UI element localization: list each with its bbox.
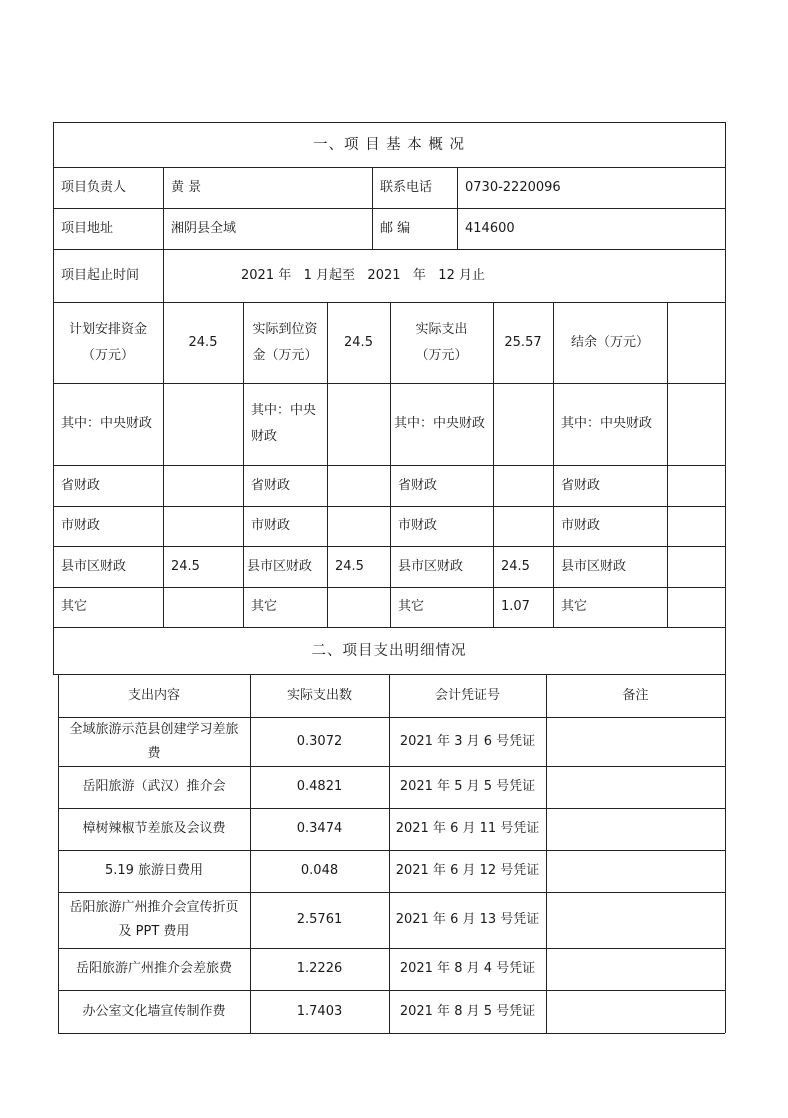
fund-source-value bbox=[667, 383, 725, 465]
section-title-overview: 一、项 目 基 本 概 况 bbox=[312, 136, 466, 153]
fund-source-label: 市财政 bbox=[398, 518, 438, 533]
rule bbox=[58, 1033, 725, 1034]
zip-label: 邮 编 bbox=[380, 220, 411, 236]
expense-amount: 0.3474 bbox=[296, 821, 343, 836]
expense-voucher: 2021 年 8 月 5 号凭证 bbox=[399, 1003, 536, 1019]
manager-value: 黄 景 bbox=[171, 179, 202, 195]
fund-source-label: 县市区财政 bbox=[61, 558, 127, 574]
received-label: 实际到位资金（万元） bbox=[252, 321, 318, 363]
fund-source-value bbox=[493, 506, 553, 546]
expense-content: 全域旅游示范县创建学习差旅费 bbox=[69, 721, 239, 761]
fund-source-label: 其它 bbox=[561, 599, 588, 614]
expense-content: 岳阳旅游广州推介会差旅费 bbox=[75, 961, 232, 976]
fund-source-label: 市财政 bbox=[251, 518, 291, 533]
expense-content: 5.19 旅游日费用 bbox=[104, 863, 204, 878]
fund-source-value bbox=[667, 506, 725, 546]
fund-source-label: 其中：中央财政 bbox=[61, 416, 153, 431]
column-header-amount: 实际支出数 bbox=[286, 687, 352, 703]
fund-source-value bbox=[163, 383, 243, 465]
zip-value: 414600 bbox=[465, 220, 515, 236]
fund-source-value: 1.07 bbox=[501, 599, 530, 614]
planned-label: 计划安排资金（万元） bbox=[68, 321, 147, 363]
expense-voucher: 2021 年 5 月 5 号凭证 bbox=[399, 779, 536, 794]
expense-note bbox=[546, 892, 725, 948]
address-label: 项目地址 bbox=[61, 220, 114, 236]
fund-source-value: 24.5 bbox=[501, 558, 530, 574]
planned-value: 24.5 bbox=[188, 334, 218, 350]
expense-voucher: 2021 年 3 月 6 号凭证 bbox=[399, 733, 536, 749]
period-label: 项目起止时间 bbox=[61, 267, 140, 283]
fund-source-label: 其它 bbox=[251, 599, 278, 614]
address-value: 湘阴县全域 bbox=[171, 220, 237, 236]
phone-value: 0730-2220096 bbox=[465, 179, 561, 195]
received-value: 24.5 bbox=[344, 334, 373, 350]
fund-source-value bbox=[163, 465, 243, 506]
fund-source-value bbox=[163, 587, 243, 627]
expense-note bbox=[546, 808, 725, 850]
expense-note bbox=[546, 850, 725, 892]
expense-content: 岳阳旅游广州推介会宣传折页及 PPT 费用 bbox=[69, 900, 239, 939]
expense-content: 樟树辣椒节差旅及会议费 bbox=[82, 821, 226, 836]
fund-source-label: 省财政 bbox=[61, 477, 101, 493]
fund-source-value bbox=[327, 465, 390, 506]
fund-source-value bbox=[163, 506, 243, 546]
fund-source-value bbox=[327, 506, 390, 546]
fund-source-label: 其它 bbox=[61, 599, 88, 614]
expense-voucher: 2021 年 8 月 4 号凭证 bbox=[399, 961, 536, 976]
expense-amount: 1.2226 bbox=[296, 961, 343, 976]
fund-source-value bbox=[327, 383, 390, 465]
balance-label: 结余（万元） bbox=[570, 334, 649, 350]
fund-source-label: 县市区财政 bbox=[247, 558, 313, 574]
expense-note bbox=[546, 766, 725, 808]
fund-source-label: 县市区财政 bbox=[398, 558, 464, 574]
fund-source-value bbox=[327, 587, 390, 627]
manager-label: 项目负责人 bbox=[61, 179, 127, 195]
rule bbox=[725, 122, 726, 1033]
expense-amount: 0.4821 bbox=[296, 779, 343, 794]
period-value: 2021 年 1 月起至 2021 年 12 月止 bbox=[241, 267, 485, 283]
fund-source-value: 24.5 bbox=[335, 558, 364, 574]
fund-source-value bbox=[667, 587, 725, 627]
fund-source-value bbox=[493, 465, 553, 506]
expense-voucher: 2021 年 6 月 11 号凭证 bbox=[395, 821, 540, 836]
section-title-expenses: 二、项目支出明细情况 bbox=[311, 642, 467, 659]
expense-content: 岳阳旅游（武汉）推介会 bbox=[82, 779, 226, 794]
expense-note bbox=[546, 717, 725, 766]
fund-source-value bbox=[667, 546, 725, 587]
expense-amount: 0.3072 bbox=[296, 733, 343, 749]
expense-note bbox=[546, 948, 725, 990]
fund-source-label: 其中：中央财政 bbox=[251, 403, 317, 444]
fund-source-value bbox=[493, 383, 553, 465]
column-header-voucher: 会计凭证号 bbox=[434, 687, 500, 703]
expense-note bbox=[546, 990, 725, 1033]
expense-amount: 1.7403 bbox=[296, 1003, 343, 1019]
expense-amount: 2.5761 bbox=[296, 912, 343, 927]
fund-source-label: 其中：中央财政 bbox=[561, 416, 653, 431]
fund-source-value bbox=[667, 465, 725, 506]
expense-content: 办公室文化墙宣传制作费 bbox=[82, 1003, 226, 1019]
spent-value: 25.57 bbox=[504, 334, 542, 350]
fund-source-label: 市财政 bbox=[561, 518, 601, 533]
fund-source-label: 其中：中央财政 bbox=[394, 416, 486, 431]
fund-source-value: 24.5 bbox=[171, 558, 200, 574]
fund-source-label: 其它 bbox=[398, 599, 425, 614]
expense-voucher: 2021 年 6 月 13 号凭证 bbox=[395, 912, 540, 927]
balance-value bbox=[667, 302, 725, 383]
column-header-note: 备注 bbox=[622, 687, 649, 703]
fund-source-label: 市财政 bbox=[61, 518, 101, 533]
fund-source-label: 省财政 bbox=[398, 477, 438, 493]
column-header-content: 支出内容 bbox=[127, 687, 180, 703]
spent-label: 实际支出（万元） bbox=[415, 321, 468, 363]
fund-source-label: 省财政 bbox=[561, 477, 601, 493]
fund-source-label: 省财政 bbox=[251, 477, 291, 493]
fund-source-label: 县市区财政 bbox=[561, 558, 627, 574]
expense-voucher: 2021 年 6 月 12 号凭证 bbox=[395, 863, 540, 878]
expense-amount: 0.048 bbox=[300, 863, 339, 878]
phone-label: 联系电话 bbox=[380, 179, 433, 195]
